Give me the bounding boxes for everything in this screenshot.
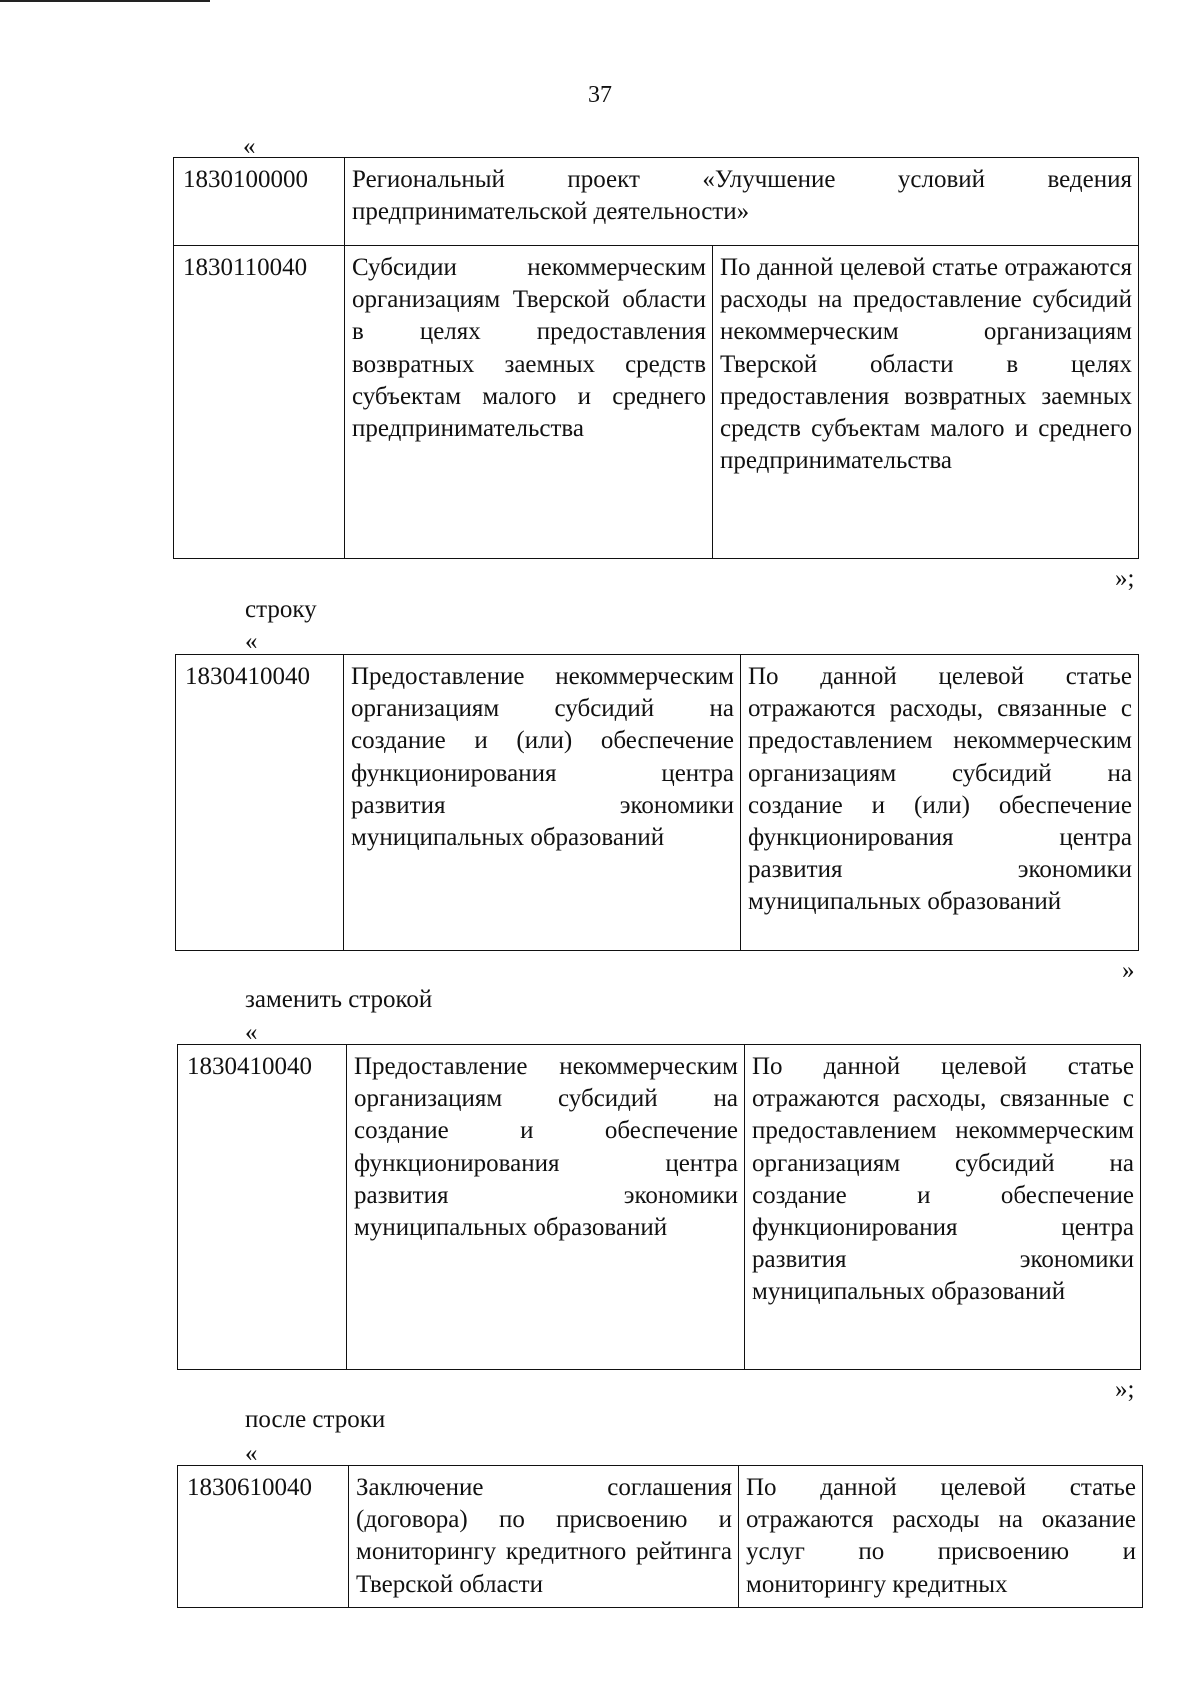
close-quote: »; [1115,565,1135,592]
description-cell: По данной целевой статье отражаются расходы, связанные с предоставлением некоммерческим организациям субсидий на создание и обеспечение функционирования центра развития экономики муниципальных образований [745,1045,1141,1370]
table-row [178,1045,1141,1370]
close-quote: »; [1115,1376,1135,1403]
code-cell: 1830410040 [178,1045,347,1370]
code-cell: 1830100000 [174,158,345,246]
name-cell: Заключение соглашения (договора) по присвоению и мониторингу кредитного рейтинга Тверской области [349,1466,739,1608]
name-cell: Региональный проект «Улучшение условий ведения предпринимательской деятельности» [345,158,1139,246]
code-cell: 1830410040 [176,655,344,951]
open-quote: « [243,133,256,160]
instruction-label: заменить строкой [245,986,433,1013]
name-cell: Субсидии некоммерческим организациям Тверской области в целях предоставления возвратных заемных средств субъектам малого и среднего предпринимательства [345,246,713,559]
budget-code-table [173,157,1139,559]
name-cell: Предоставление некоммерческим организациям субсидий на создание и (или) обеспечение функционирования центра развития экономики муниципальных образований [344,655,741,951]
instruction-label: строку [245,596,317,623]
description-cell: По данной целевой статье отражаются расходы на предоставление субсидий некоммерческим организациям Тверской области в целях предоставления возвратных заемных средств субъектам малого и среднего предпринимательства [713,246,1139,559]
table-row [178,1466,1143,1608]
table-row [174,246,1139,559]
name-cell: Предоставление некоммерческим организациям субсидий на создание и обеспечение функционирования центра развития экономики муниципальных образований [347,1045,745,1370]
table-row [174,158,1139,246]
budget-code-table [177,1044,1141,1370]
code-cell: 1830610040 [178,1466,349,1608]
budget-code-table [175,654,1139,951]
open-quote: « [245,628,258,655]
code-cell: 1830110040 [174,246,345,559]
description-cell: По данной целевой статье отражаются расходы на оказание услуг по присвоению и мониторингу кредитных [739,1466,1143,1608]
open-quote: « [245,1440,258,1467]
budget-code-table [177,1465,1143,1608]
table-row [176,655,1139,951]
instruction-label: после строки [245,1406,386,1433]
page-number: 37 [588,82,612,108]
open-quote: « [245,1019,258,1046]
description-cell: По данной целевой статье отражаются расходы, связанные с предоставлением некоммерческим организациям субсидий на создание и (или) обеспечение функционирования центра развития экономики муниципальных образований [741,655,1139,951]
close-quote: » [1122,957,1135,984]
scan-edge-line [0,0,210,2]
